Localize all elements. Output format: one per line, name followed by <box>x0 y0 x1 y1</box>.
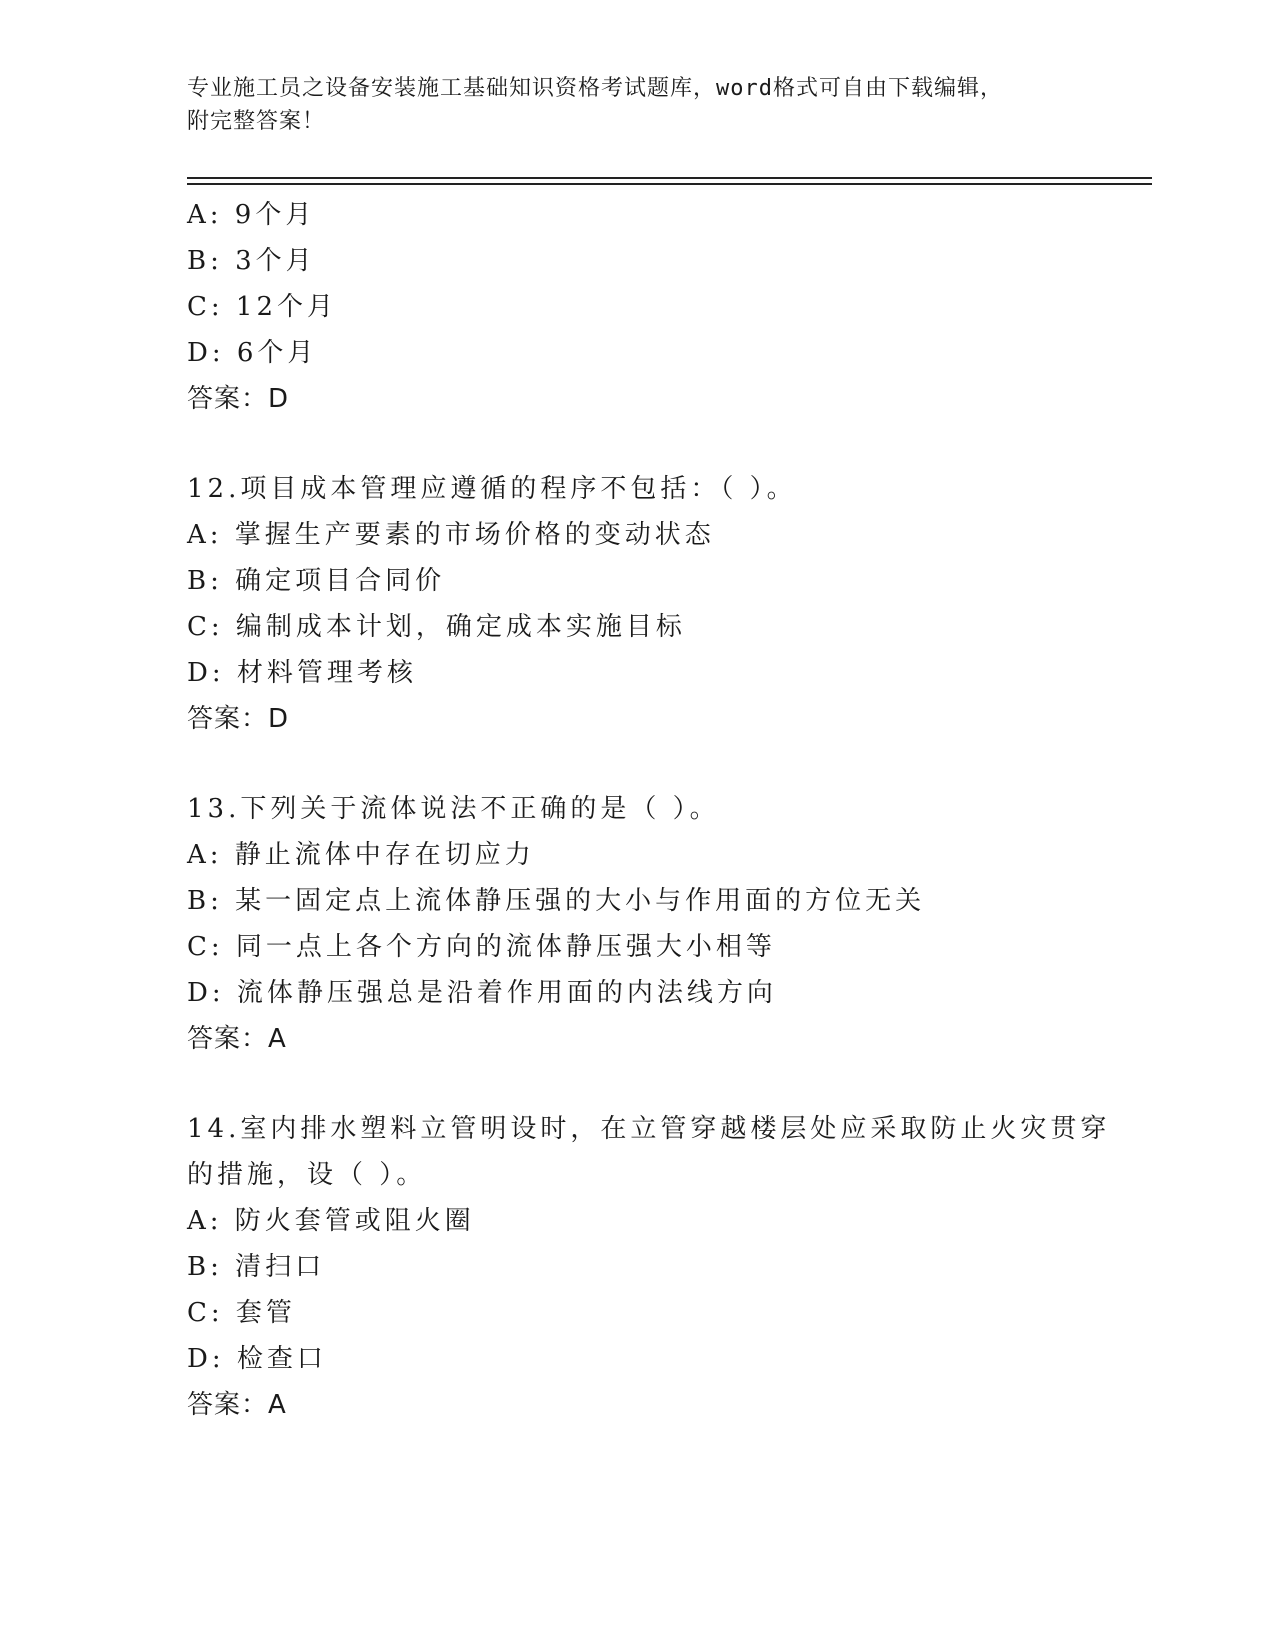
header-line-2: 附完整答案！ <box>187 109 326 134</box>
spacer <box>187 1062 1147 1106</box>
question-11 <box>187 192 1147 422</box>
question-13 <box>187 786 1147 1062</box>
question-text: 13.下列关于流体说法不正确的是（ ）。 <box>187 794 720 824</box>
option-a: A: 防火套管或阻火圈 <box>187 1206 475 1236</box>
spacer <box>187 422 1147 466</box>
document-header <box>187 72 1087 138</box>
question-14 <box>187 1106 1147 1428</box>
option-d: D: 检查口 <box>187 1344 327 1374</box>
option-b: B: 清扫口 <box>187 1252 326 1282</box>
option-b: B: 某一固定点上流体静压强的大小与作用面的方位无关 <box>187 886 926 916</box>
header-divider-top <box>187 177 1152 179</box>
option-b: B: 确定项目合同价 <box>187 566 446 596</box>
question-text: 12.项目成本管理应遵循的程序不包括：（ ）。 <box>187 474 797 504</box>
question-text-line-1: 14.室内排水塑料立管明设时，在立管穿越楼层处应采取防止火灾贯穿 <box>187 1114 1111 1144</box>
spacer <box>187 742 1147 786</box>
option-c: C: 套管 <box>187 1298 296 1328</box>
header-line-1: 专业施工员之设备安装施工基础知识资格考试题库，word格式可自由下载编辑， <box>187 76 1003 101</box>
option-c: C: 12个月 <box>187 292 338 322</box>
option-d: D: 6个月 <box>187 338 318 368</box>
answer: 答案：D <box>187 704 290 734</box>
question-list <box>187 192 1147 1428</box>
option-b: B: 3个月 <box>187 246 316 276</box>
option-c: C: 编制成本计划，确定成本实施目标 <box>187 612 686 642</box>
option-a: A: 静止流体中存在切应力 <box>187 840 535 870</box>
option-d: D: 材料管理考核 <box>187 658 417 688</box>
answer: 答案：A <box>187 1024 287 1054</box>
option-c: C: 同一点上各个方向的流体静压强大小相等 <box>187 932 776 962</box>
option-a: A: 掌握生产要素的市场价格的变动状态 <box>187 520 715 550</box>
answer: 答案：A <box>187 1390 287 1420</box>
header-divider-bottom <box>187 183 1152 185</box>
question-12 <box>187 466 1147 742</box>
option-a: A: 9个月 <box>187 200 316 230</box>
answer: 答案：D <box>187 384 290 414</box>
question-text-line-2: 的措施，设（ ）。 <box>187 1160 427 1190</box>
option-d: D: 流体静压强总是沿着作用面的内法线方向 <box>187 978 777 1008</box>
